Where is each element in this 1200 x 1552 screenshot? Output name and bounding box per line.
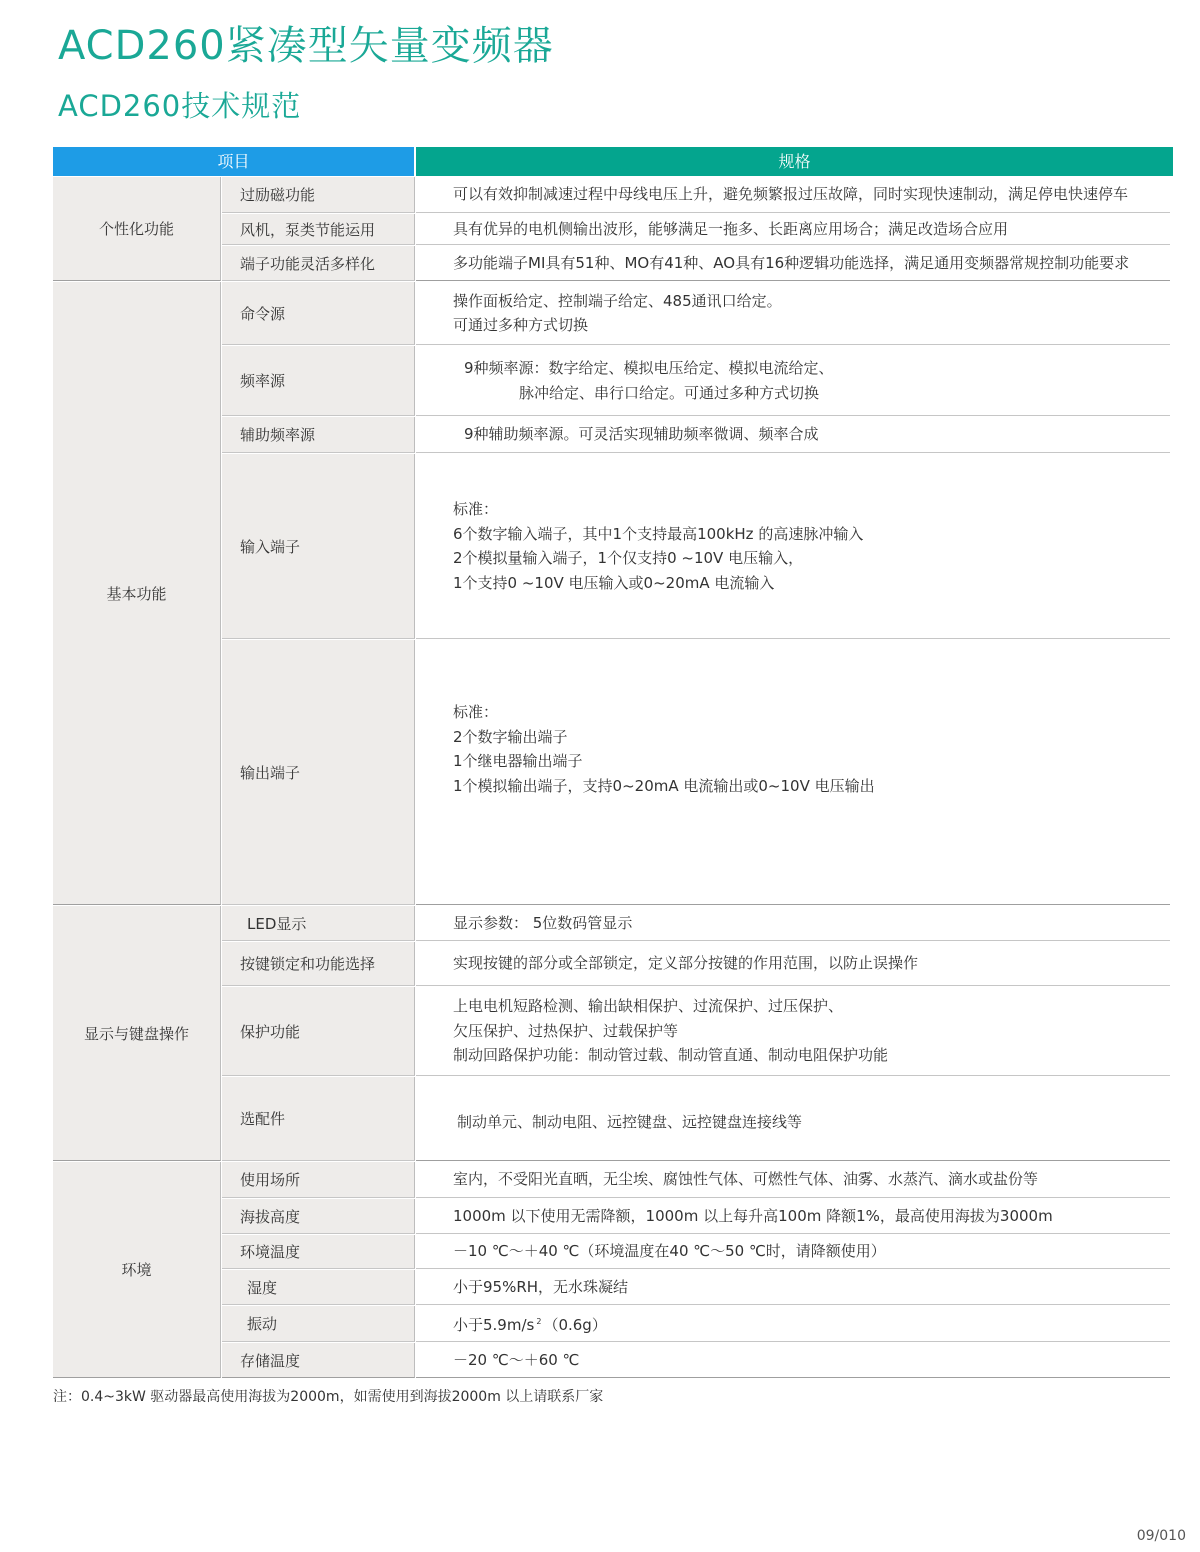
spec-cell [416,640,1170,905]
spec-cell [416,1199,1170,1234]
item-cell: 湿度 [222,1270,415,1305]
item-cell: LED显示 [222,906,415,941]
item-cell: 过励磁功能 [222,177,415,213]
spec-line: 小于5.9m/s $^2$ （0.6g） [453,1315,607,1334]
spec-cell [416,454,1170,639]
item-cell: 海拔高度 [222,1199,415,1234]
spec-line: 小于95%RH，无水珠凝结 [453,1277,629,1296]
footnote: 注：0.4~3kW 驱动器最高使用海拔为2000m，如需使用到海拔2000m 以上请联系厂家 [53,1389,604,1405]
spec-line: 多功能端子MI具有51种、MO有41种、AO具有16种逻辑功能选择，满足通用变频器常规控制功能要求 [453,253,1130,272]
spec-cell [416,906,1170,941]
spec-cell [416,942,1170,986]
spec-line: 制动回路保护功能：制动管过载、制动管直通、制动电阻保护功能 [453,1046,889,1065]
item-cell: 存储温度 [222,1343,415,1378]
spec-cell [416,1343,1170,1378]
item-cell: 环境温度 [222,1235,415,1269]
spec-cell [416,1306,1170,1342]
spec-line: 6个数字输入端子，其中1个支持最高100kHz 的高速脉冲输入 [453,524,864,543]
spec-line: 标准： [453,703,499,721]
spec-cell [416,346,1170,416]
spec-line: 制动单元、制动电阻、远控键盘、远控键盘连接线等 [457,1113,803,1132]
item-cell: 按键锁定和功能选择 [222,942,415,986]
spec-line: 9种辅助频率源。可灵活实现辅助频率微调、频率合成 [464,425,819,444]
category-env: 环境 [53,1162,221,1378]
category-basic: 基本功能 [53,282,221,905]
spec-line: 标准： [453,500,499,518]
header-item: 项目 [53,147,414,176]
spec-line: 上电电机短路检测、输出缺相保护、过流保护、过压保护、 [453,997,844,1016]
item-cell: 输入端子 [222,454,415,639]
spec-line: 显示参数： 5位数码管显示 [453,913,633,932]
spec-cell [416,282,1170,345]
spec-line: 1000m 以下使用无需降额，1000m 以上每升高100m 降额1%，最高使用海拔为3000m [453,1206,1053,1225]
spec-cell [416,1162,1170,1198]
spec-line: 欠压保护、过热保护、过载保护等 [453,1021,679,1040]
item-cell: 风机，泵类节能运用 [222,214,415,245]
item-cell: 振动 [222,1306,415,1342]
spec-cell [416,177,1170,213]
category-display: 显示与键盘操作 [53,906,221,1161]
spec-line: 可通过多种方式切换 [453,316,589,334]
category-personal: 个性化功能 [53,177,221,281]
page-title: ACD260紧凑型矢量变频器 [58,23,554,69]
spec-line: 实现按键的部分或全部锁定，定义部分按键的作用范围，以防止误操作 [453,954,919,973]
item-cell: 命令源 [222,282,415,345]
spec-line: 1个模拟输出端子，支持0~20mA 电流输出或0~10V 电压输出 [453,776,875,795]
spec-line: 室内，不受阳光直晒，无尘埃、腐蚀性气体、可燃性气体、油雾、水蒸汽、滴水或盐份等 [453,1170,1039,1189]
item-cell: 辅助频率源 [222,417,415,453]
spec-line: 2个模拟量输入端子，1个仅支持0 ~10V 电压输入， [453,549,804,567]
spec-line: 可以有效抑制减速过程中母线电压上升，避免频繁报过压故障，同时实现快速制动，满足停电快速停车 [453,185,1129,204]
spec-line: 脉冲给定、串行口给定。可通过多种方式切换 [519,383,820,402]
item-cell: 使用场所 [222,1162,415,1198]
spec-cell [416,1235,1170,1269]
spec-cell [416,1077,1170,1161]
spec-line: 操作面板给定、控制端子给定、485通讯口给定。 [453,291,782,310]
spec-line: 1个支持0 ~10V 电压输入或0~20mA 电流输入 [453,573,775,592]
spec-cell [416,1270,1170,1305]
page-subtitle: ACD260技术规范 [58,89,302,123]
item-cell: 保护功能 [222,987,415,1076]
spec-cell [416,417,1170,453]
spec-cell [416,987,1170,1076]
item-cell: 选配件 [222,1077,415,1161]
header-spec: 规格 [416,147,1173,176]
spec-line: 具有优异的电机侧输出波形，能够满足一拖多、长距离应用场合；满足改造场合应用 [453,219,1009,238]
spec-line: －10 ℃～＋40 ℃（环境温度在40 ℃～50 ℃时，请降额使用） [453,1242,886,1261]
spec-line: －20 ℃～＋60 ℃ [453,1350,580,1369]
spec-line: 1个继电器输出端子 [453,752,583,770]
spec-line: 2个数字输出端子 [453,727,568,746]
spec-line: 9种频率源：数字给定、模拟电压给定、模拟电流给定、 [464,359,834,377]
item-cell: 频率源 [222,346,415,416]
spec-cell [416,246,1170,281]
item-cell: 输出端子 [222,640,415,905]
page-number: 09/010 [1136,1528,1186,1544]
item-cell: 端子功能灵活多样化 [222,246,415,281]
spec-cell [416,214,1170,245]
